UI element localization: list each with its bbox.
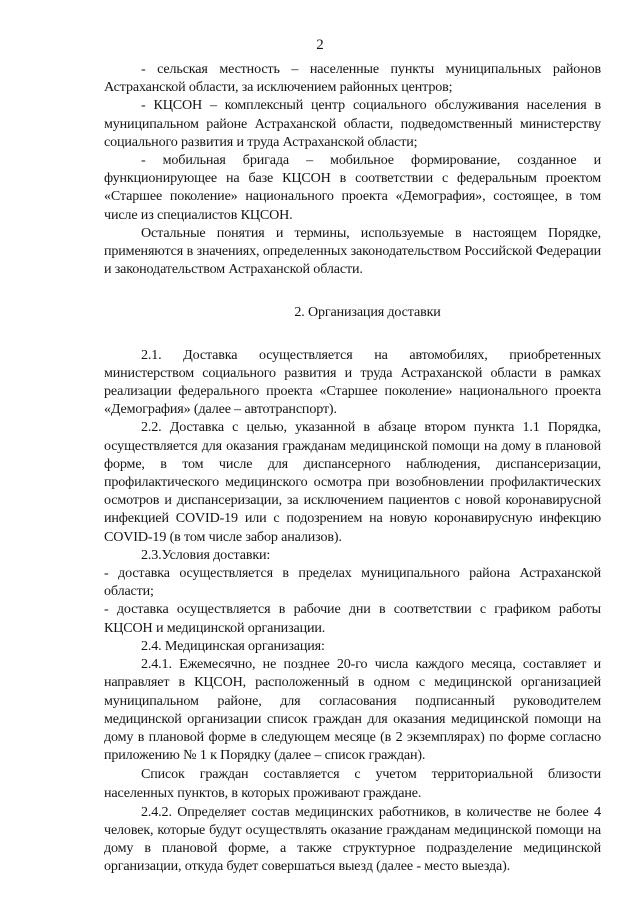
section-title: 2. Организация доставки [294,304,441,321]
paragraph-2-4-2: 2.4.2. Определяет состав медицинских работников, в количестве не более 4 человек, которые будут осуществлять оказание гражданам медицинской помощи на дому в плановой форме, а также структурное подразделение медицинской организации, откуда будет совершаться выезд (далее - место выезда). [104,803,601,875]
paragraph-other-terms: Остальные понятия и термины, используемые в настоящем Порядке, применяются в значениях, определенных законодательством Российской Федерации и законодательством Астраханской области. [104,224,601,278]
paragraph-2-4-1: 2.4.1. Ежемесячно, не позднее 20-го числа каждого месяца, составляет и направляет в КЦСОН, расположенный в одном с медицинской организацией муниципальном районе, для согласования подписанный руководителем медицинской организации список граждан для оказания медицинской помощи на дому в плановой форме в следующем месяце (в 2 экземплярах) по форме согласно приложению № 1 к Порядку (далее – список граждан). [104,656,601,764]
paragraph-2-2: 2.2. Доставка с целью, указанной в абзаце втором пункта 1.1 Порядка, осуществляется для оказания гражданам медицинской помощи на дому в плановой форме, в том числе для диспансерного наблюдения, диспансеризации, профилактического медицинского осмотра при возобновлении профилактических осмотров и диспансеризации, за исключением пациентов с новой коронавирусной инфекцией COVID-19 или с подозрением на новую коронавирусную инфекцию COVID-19 (в том числе забор анализов). [104,419,601,545]
paragraph-kcson-definition: - КЦСОН – комплексный центр социального обслуживания населения в муниципальном районе Астраханской области, подведомственный министерству социального развития и труда Астраханской области; [104,97,601,150]
paragraph-citizen-list: Список граждан составляется с учетом территориальной близости населенных пунктов, в которых проживают граждане. [104,766,601,801]
paragraph-condition-1: - доставка осуществляется в пределах муниципального района Астраханской области; [104,565,601,600]
paragraph-2-4: 2.4. Медицинская организация: [141,637,325,654]
paragraph-mobile-team-definition: - мобильная бригада – мобильное формирование, созданное и функционирующее на базе КЦСОН в соответствии с федеральным проектом «Старшее поколение» национального проекта «Демография», состоящее, в том числе из специалистов КЦСОН. [104,152,601,223]
paragraph-rural-area-definition: - сельская местность – населенные пункты муниципальных районов Астраханской области, за исключением районных центров; [104,61,601,96]
paragraph-2-1: 2.1. Доставка осуществляется на автомобилях, приобретенных министерством социального развития и труда Астраханской области в рамках реализации федерального проекта «Старшее поколение» национального проекта «Демография» (далее – автотранспорт). [104,346,601,418]
page-number: 2 [316,37,324,53]
paragraph-condition-2: - доставка осуществляется в рабочие дни в соответствии с графиком работы КЦСОН и медицинской организации. [104,601,601,636]
document-body [104,60,601,876]
paragraph-2-3: 2.3.Условия доставки: [141,546,271,563]
